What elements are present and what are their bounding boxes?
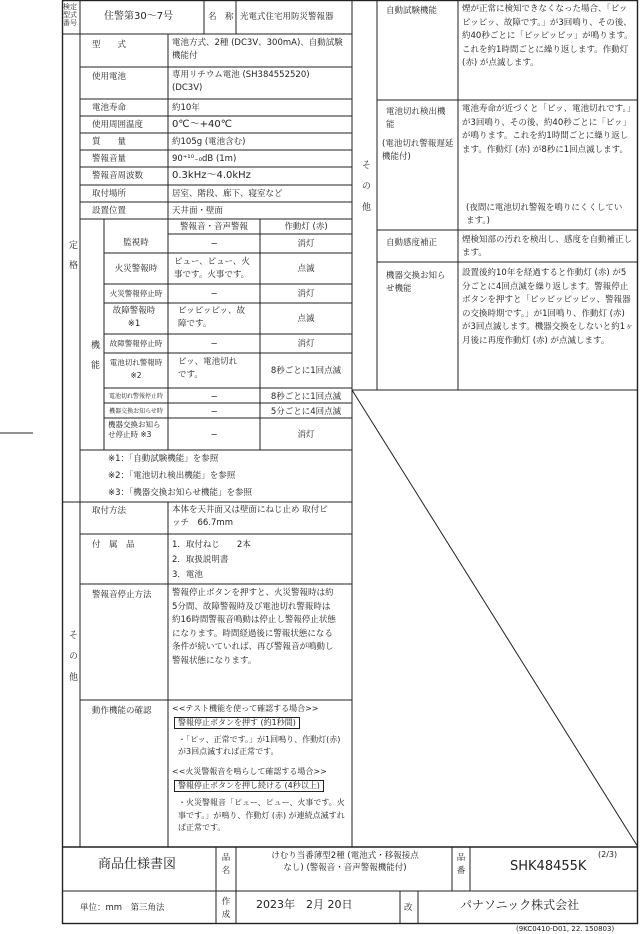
battery-detect-label: 電池切れ検出機能 [386, 107, 446, 130]
freq-label: 警報音周波数 [92, 171, 144, 181]
life-value: 約10年 [172, 103, 200, 113]
function-row-sound: − [210, 239, 218, 249]
function-note: ※3：「機器交換お知らせ機能」を参照 [108, 488, 253, 498]
place-label: 取付場所 [92, 189, 127, 199]
spec-section-label: 定 格 [67, 240, 77, 270]
accessory-label: 付 属 品 [92, 540, 135, 550]
sensitivity-value: 煙検知部の汚れを検出し、感度を自動補正します。 [462, 235, 633, 258]
function-section-label: 機 能 [89, 340, 99, 370]
function-row-sound: ピュー、ピュー、火事です。火事です。 [174, 257, 250, 280]
mass-value: 約105g (電池含む) [172, 137, 246, 147]
replace-value: 設置後約10年を経過すると作動灯 (赤) が5分ごとに4回点滅を繰り返します。警報停止ボタンを押すと「ピッピッピッピッ、警報器の交換時期です。」が1回鳴り、作動灯 (赤) が3回点滅します。機器交換をしないと約1ヶ月後に再度作動灯 (赤) が点滅します。 [462, 268, 634, 346]
right-section-label: そ の 他 [360, 160, 370, 212]
name-value: 光電式住宅用防災警報器 [240, 12, 334, 22]
company-name: パナソニック株式会社 [460, 898, 580, 912]
battery-label: 使用電池 [92, 72, 127, 82]
function-row-name: 火災警報時 [114, 264, 158, 274]
function-note: ※2：「電池切れ検出機能」を参照 [108, 471, 236, 481]
autotest-value: 煙が正常に検知できなくなった場合、「ピッピッピッ、故障です。」が3回鳴り、その後、約40秒ごとに「ピッピッピッ」が鳴ります。これを約1時間ごとに繰り返します。作動灯 (赤) が点滅します。 [462, 4, 633, 68]
accessory-item: 1．取付ねじ 2本 [172, 540, 251, 550]
function-row-sound: − [210, 339, 218, 349]
function-row-name: 電池切れ警報時 ※2 [109, 358, 163, 380]
product-number-label: 品番 [456, 853, 466, 876]
function-row-lamp: 消灯 [297, 339, 315, 349]
volume-value: 90⁺¹⁰₋₀dB (1m) [172, 154, 237, 164]
battery-value: 専用リチウム電池 (SH384552520) (DC3V) [172, 70, 310, 93]
confirm-fire-title: <<火災警報音を鳴らして確認する場合>> [172, 767, 327, 776]
function-row-sound: − [210, 289, 218, 299]
other-section-label: そ の 他 [67, 630, 77, 682]
place-value: 居室、階段、廊下、寝室など [172, 189, 283, 199]
confirm-fire-text: ・火災警報音「ピュー、ピュー、火事です。火事です。」が鳴り、作動灯 (赤) が連続点滅すれば正常です。 [178, 798, 345, 832]
product-name-value: けむり当番薄型2種 (電池式・移報接点なし) (警報音・音声警報機能付) [271, 851, 419, 873]
accessory-item: 3．電池 [172, 570, 203, 580]
sensitivity-label: 自動感度補正 [386, 238, 438, 248]
col-lamp-header: 作動灯 (赤) [284, 222, 328, 232]
volume-label: 警報音量 [92, 154, 127, 164]
position-value: 天井面・壁面 [172, 206, 224, 216]
battery-night-note: (夜間に電池切れ警報を鳴りにくくしています。) [466, 203, 623, 226]
document-code: (9KC0410-D01, 22. 150803) [516, 925, 615, 933]
product-number-value: SHK48455K [510, 859, 587, 874]
life-label: 電池寿命 [92, 103, 127, 113]
function-row-lamp: 8秒ごとに1回点滅 [270, 392, 342, 402]
function-row-sound: ピッピッピッ、故障です。 [178, 306, 245, 329]
battery-detect-value: 電池寿命が近づくと「ピッ、電池切れです。」が3回鳴り、その後、約40秒ごとに「ピッ」が鳴ります。これを約1時間ごとに繰り返します。作動灯 (赤) が8秒に1回点滅します。 [462, 104, 631, 155]
product-name-label: 品名 [221, 853, 231, 876]
mount-label: 取付方法 [92, 506, 127, 516]
function-row-name: 機器交換お知らせ停止時 ※3 [108, 420, 161, 439]
mass-label: 質 量 [92, 137, 127, 147]
function-row-lamp: 消灯 [297, 430, 315, 440]
confirm-test-box: 警報停止ボタンを押す (約1秒間) [174, 717, 300, 729]
function-row-lamp: 点滅 [297, 314, 315, 324]
stop-method-label: 警報音停止方法 [92, 590, 152, 600]
function-note: ※1：「自動試験機能」を参照 [108, 454, 219, 464]
function-row-lamp: 消灯 [297, 289, 315, 299]
function-row-sound: − [210, 430, 218, 440]
page-indicator: (2/3) [598, 850, 618, 859]
document-title: 商品仕様書図 [98, 857, 177, 872]
position-label: 設置位置 [92, 206, 127, 216]
function-row-lamp: 点滅 [297, 264, 315, 274]
function-row-lamp: 8秒ごとに1回点滅 [270, 366, 342, 376]
date-value: 2023年 2月 20日 [256, 898, 353, 911]
revision-label: 改 [404, 903, 413, 913]
cert-value: 住警第30〜7号 [104, 11, 174, 22]
replace-label: 機器交換お知らせ機能 [386, 271, 446, 294]
date-label: 作成 [221, 897, 231, 920]
function-row-name: 監視時 [123, 238, 149, 248]
function-row-sound: − [210, 407, 218, 417]
confirm-fire-box: 警報停止ボタンを押し続ける (4秒以上) [174, 780, 324, 792]
function-row-name: 故障警報時 ※1 [112, 306, 156, 329]
function-row-lamp: 消灯 [297, 239, 315, 249]
model-label: 型 式 [92, 40, 127, 50]
name-label: 名 称 [208, 12, 234, 22]
autotest-label: 自動試験機能 [386, 6, 438, 16]
cert-label: 検定型式番号 [63, 3, 77, 27]
confirm-label: 動作機能の確認 [92, 706, 152, 716]
function-row-lamp: 5分ごとに4回点滅 [270, 407, 342, 417]
function-row-sound: − [210, 392, 218, 402]
col-alarm-header: 警報音・音声警報 [179, 222, 248, 232]
battery-delay-label: (電池切れ警報遅延機能付) [382, 139, 454, 162]
model-value: 電池方式、2種 (DC3V、300mA)、自動試験機能付 [172, 38, 343, 61]
freq-value: 0.3kHz〜4.0kHz [172, 170, 251, 181]
accessory-item: 2．取扱説明書 [172, 555, 229, 565]
function-row-name: 火災警報停止時 [109, 289, 163, 298]
confirm-test-title: <<テスト機能を使って確認する場合>> [172, 704, 319, 713]
function-row-sound: ピッ、電池切れです。 [178, 357, 238, 380]
function-row-name: 故障警報停止時 [109, 339, 163, 348]
function-row-name: 電池切れ警報停止時 [108, 393, 163, 400]
unit-note: 単位：mm 第三角法 [80, 903, 165, 913]
temp-label: 使用周囲温度 [92, 120, 144, 130]
stop-method-value: 警報停止ボタンを押すと、火災警報時は約5分間、故障警報時及び電池切れ警報時は約16時間警報音鳴動は停止し警報停止状態になります。時間経過後に警報状態になる条件が続いていれば、再び警報音が鳴動し警報状態になります。 [172, 588, 336, 666]
function-row-name: 機器交換お知らせ時 [109, 408, 163, 415]
mount-value: 本体を天井面又は壁面にねじ止め 取付ピッチ 66.7mm [172, 505, 328, 528]
confirm-test-text: ・「ピッ、正常です。」が1回鳴り、作動灯(赤) が3回点滅すれば正常です。 [178, 735, 341, 756]
temp-value: 0℃〜+40℃ [172, 119, 232, 130]
